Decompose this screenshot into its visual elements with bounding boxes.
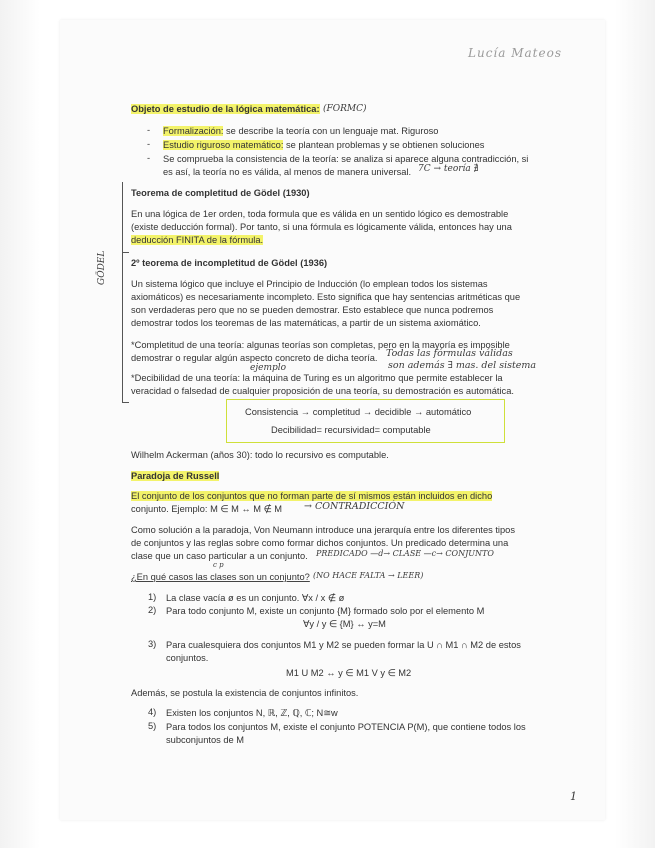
section1-heading-text: Objeto de estudio de la lógica matemática: bbox=[131, 104, 320, 114]
completitud-note-2: son además ∃ mas. del sistema bbox=[388, 360, 537, 371]
russell-p3-note-small: c p bbox=[213, 561, 224, 569]
list1-number: 3) bbox=[148, 639, 157, 649]
russell-heading bbox=[131, 470, 219, 483]
section3-heading: 2º teorema de incompletitud de Gödel (1936) bbox=[131, 258, 328, 268]
section2-line-3 bbox=[131, 234, 263, 247]
russell-line-2: conjunto. Ejemplo: M ∈ M ↔ M ∉ M bbox=[131, 504, 283, 514]
completitud-line-1: *Completitud de una teoría: algunas teorías son completas, pero en la mayoría es imposible bbox=[131, 340, 510, 350]
section1-item-3-note: 7C → teoría ∄ bbox=[418, 164, 479, 174]
list2-number: 5) bbox=[148, 721, 157, 731]
list1-item-1: La clase vacía ø es un conjunto. ∀x / x ∉ ø bbox=[166, 593, 345, 603]
bullet-dash: - bbox=[147, 153, 151, 163]
russell-p3-note: PREDICADO —d→ CLASE —c→ CONJUNTO bbox=[316, 549, 494, 558]
russell-question-note: (NO HACE FALTA → LEER) bbox=[313, 571, 424, 580]
page-number: 1 bbox=[570, 790, 577, 803]
ademas-line: Además, se postula la existencia de conjuntos infinitos. bbox=[131, 688, 359, 698]
section1-heading-note: (FORMC) bbox=[323, 104, 367, 114]
russell-line-1-text: El conjunto de los conjuntos que no forman parte de sí mismos están incluidos en dicho bbox=[131, 491, 493, 501]
item-text: se describe la teoría con un lenguaje mat. Riguroso bbox=[223, 126, 439, 136]
bullet-dash: - bbox=[147, 125, 151, 135]
russell-question: ¿En qué casos las clases son un conjunto? bbox=[131, 572, 310, 582]
list2-number: 4) bbox=[148, 707, 157, 717]
russell-heading-text: Paradoja de Russell bbox=[131, 471, 220, 481]
section2-heading: Teorema de completitud de Gödel (1930) bbox=[131, 188, 310, 198]
decibilidad-line-1: *Decibilidad de una teoría: la máquina de Turing es un algoritmo que permite establecer la bbox=[131, 373, 503, 383]
completitud-note-1: Todas las fórmulas válidas bbox=[386, 348, 513, 359]
ackerman-line: Wilhelm Ackerman (años 30): todo lo recursivo es computable. bbox=[131, 450, 389, 460]
decibilidad-note: ejemplo bbox=[250, 363, 287, 373]
section2-line-2: (existe deducción formal). Por tanto, si una fórmula es lógicamente válida, entonces hay una bbox=[131, 222, 512, 232]
bullet-dash: - bbox=[147, 139, 151, 149]
section1-item-3: Se comprueba la consistencia de la teoría: se analiza si aparece alguna contradicción, si bbox=[163, 154, 529, 164]
list2-item-4: Existen los conjuntos N, ℝ, ℤ, ℚ, ℂ; N≅w bbox=[166, 708, 338, 718]
section2-line-1: En una lógica de 1er orden, toda formula que es válida en un sentido lógico es demostrable bbox=[131, 209, 509, 219]
godel-side-note: GÖDEL bbox=[97, 250, 107, 285]
author-signature: Lucía Mateos bbox=[468, 46, 562, 60]
item-lead: Estudio riguroso matemático: bbox=[163, 140, 284, 150]
russell-p3: clase que un caso particular a un conjunto. bbox=[131, 551, 308, 561]
list1-number: 2) bbox=[148, 605, 157, 615]
section1-item-2 bbox=[163, 139, 484, 152]
section3-line-3: son verdaderas pero que no se pueden demostrar. Esto establece que nunca podremos bbox=[131, 305, 494, 315]
item-lead: Formalización: bbox=[163, 126, 224, 136]
decibilidad-line-2: veracidad o falsedad de cualquier proposición de una teoría, su demostración es automática. bbox=[131, 386, 514, 396]
section3-line-4: demostrar todos los teoremas de las matemáticas, a partir de un sistema axiomático. bbox=[131, 318, 481, 328]
list2-item-5-cont: subconjuntos de M bbox=[166, 735, 245, 745]
item-text: se plantean problemas y se obtienen soluciones bbox=[283, 140, 485, 150]
summary-box-line-1: Consistencia → completitud → decidible → automático bbox=[245, 407, 472, 417]
russell-line-2-note: → CONTRADICCIÓN bbox=[304, 501, 405, 512]
russell-p1: Como solución a la paradoja, Von Neumann introduce una jerarquía entre los diferentes tipos bbox=[131, 525, 515, 535]
summary-box-line-2: Decibilidad= recursividad= computable bbox=[271, 425, 431, 435]
section2-frame bbox=[122, 182, 129, 253]
list1-number: 1) bbox=[148, 592, 157, 602]
section3-line-1: Un sistema lógico que incluye el Principio de Inducción (lo emplean todos los sistemas bbox=[131, 279, 488, 289]
list1-item-3: Para cualesquiera dos conjuntos M1 y M2 se pueden formar la U ∩ M1 ∩ M2 de estos bbox=[166, 640, 521, 650]
section2-line-3-text: deducción FINITA de la fórmula. bbox=[131, 235, 264, 245]
list1-item-2-formula: ∀y / y ∈ {M} ↔ y=M bbox=[303, 619, 386, 629]
list2-item-5: Para todos los conjuntos M, existe el conjunto POTENCIA P(M), que contiene todos los bbox=[166, 722, 526, 732]
section1-item-1 bbox=[163, 125, 438, 138]
section1-heading bbox=[131, 103, 320, 116]
completitud-line-2: demostrar o regular algún aspecto concreto de dicha teoría. bbox=[131, 353, 378, 363]
list1-item-3-formula: M1 U M2 ↔ y ∈ M1 V y ∈ M2 bbox=[286, 668, 412, 678]
section3-line-2: axiomáticos) es necesariamente incompleto. Esto significa que hay sentencias aritméticas que bbox=[131, 292, 521, 302]
section1-item-3-line2: es así, la teoría no es válida, al menos de manera universal. bbox=[163, 167, 412, 177]
list1-item-3-cont: conjuntos. bbox=[166, 653, 209, 663]
section3-frame bbox=[122, 252, 129, 403]
russell-p2: de conjuntos y las reglas sobre como formar dichos conjuntos. Un predicado determina una bbox=[131, 538, 509, 548]
list1-item-2: Para todo conjunto M, existe un conjunto {M} formado solo por el elemento M bbox=[166, 606, 485, 616]
